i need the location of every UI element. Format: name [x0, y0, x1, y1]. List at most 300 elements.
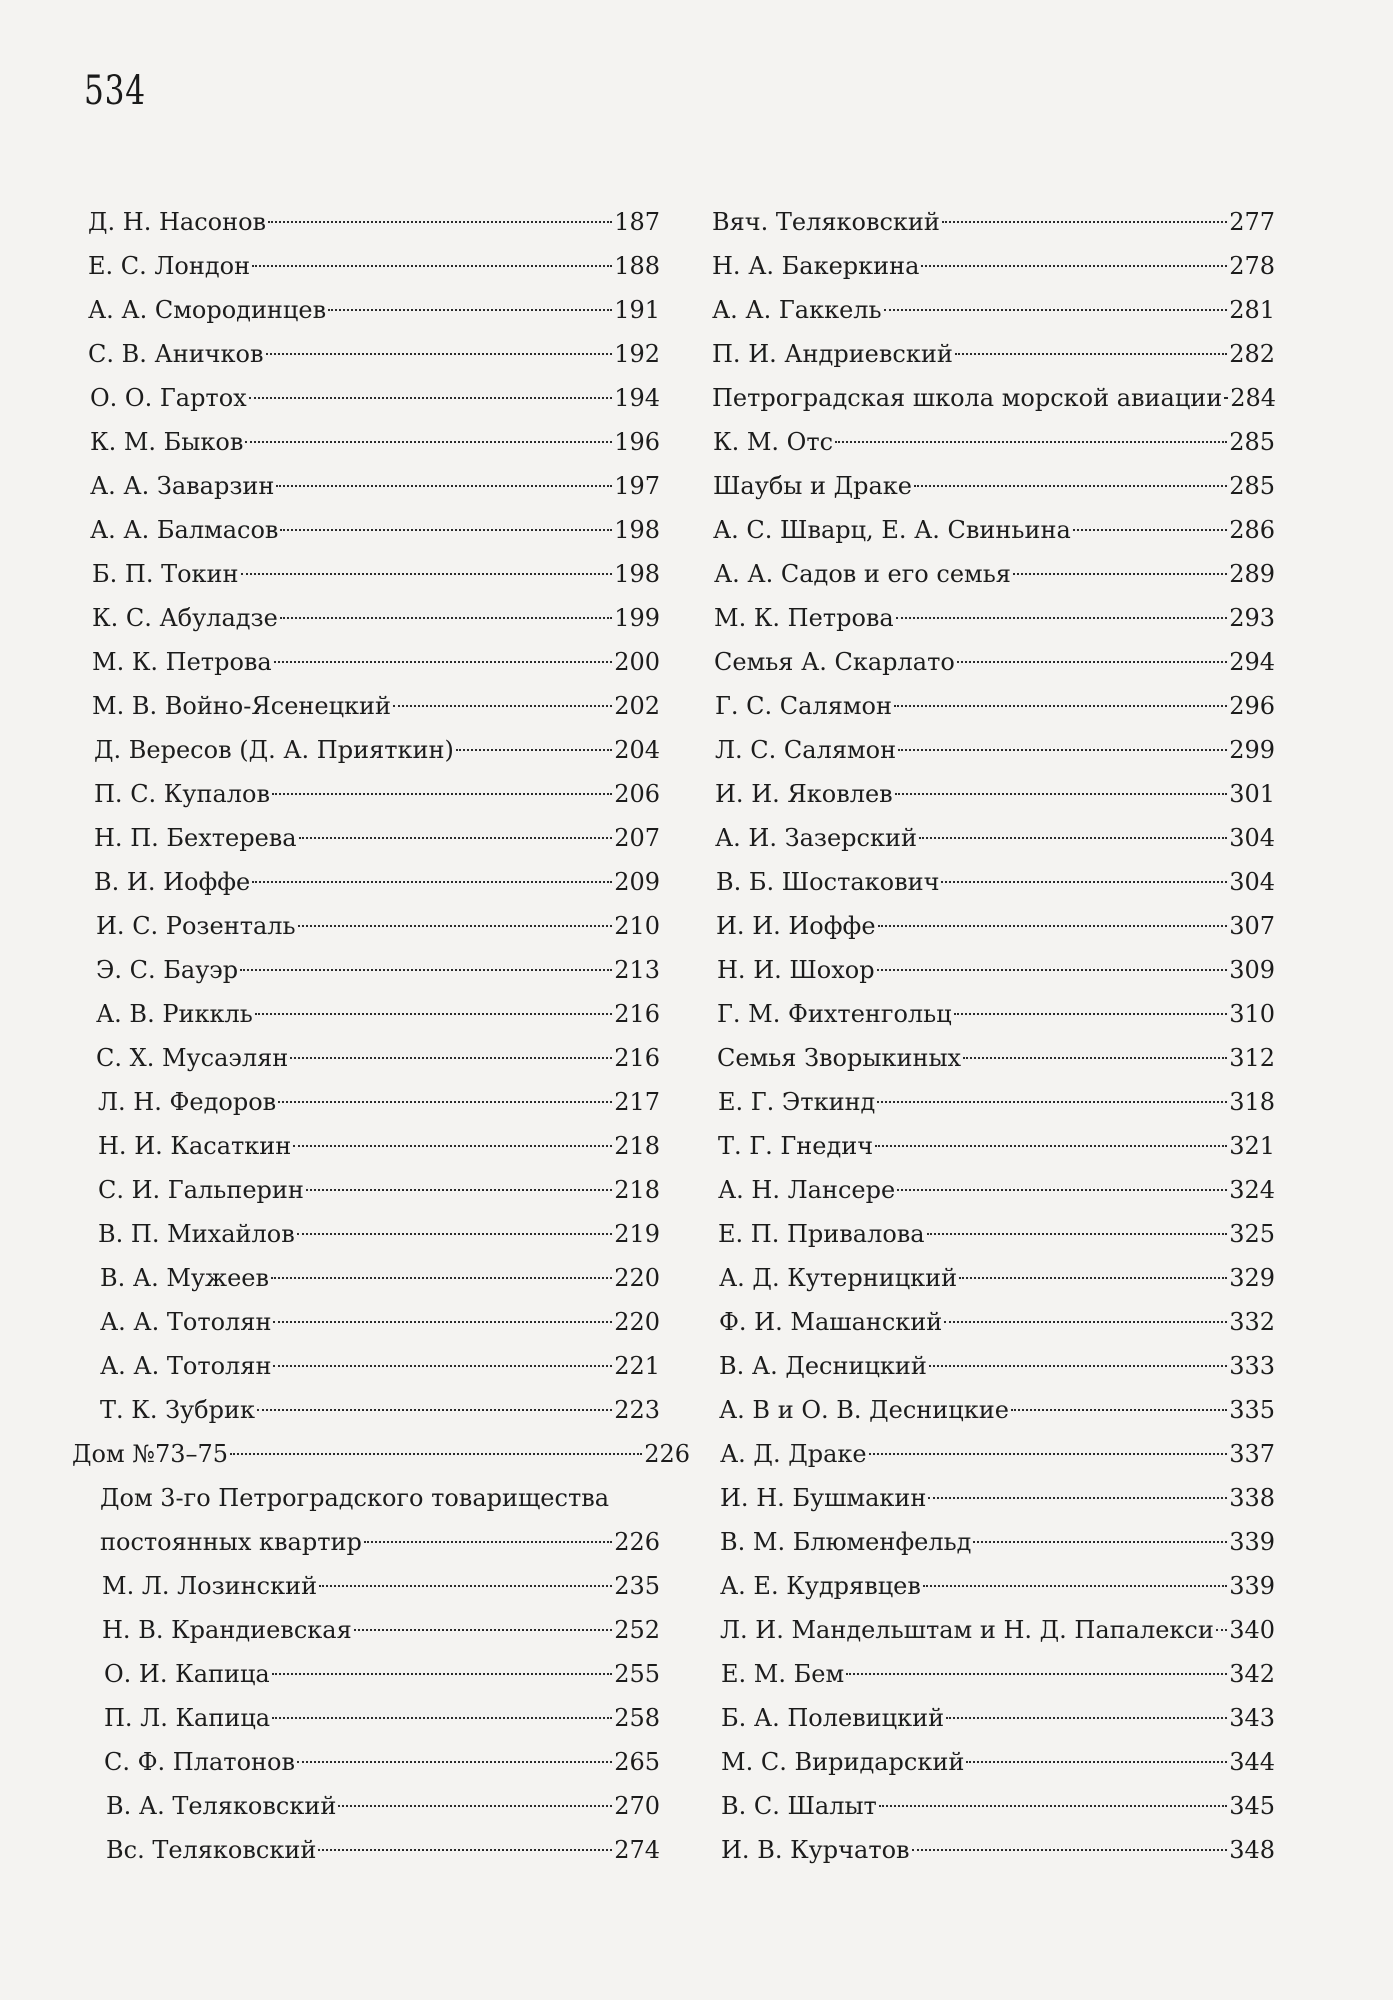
toc-entry — [715, 728, 1275, 772]
toc-entry-page: 220 — [614, 1264, 660, 1292]
toc-entry-title: К. М. Отс — [713, 428, 834, 456]
toc-entry — [88, 332, 660, 376]
toc-entry — [90, 376, 660, 420]
toc-entry-page: 332 — [1229, 1308, 1275, 1336]
toc-entry — [716, 860, 1275, 904]
toc-entry-title: О. И. Капица — [104, 1660, 270, 1688]
toc-entry-title: В. С. Шалыт — [721, 1792, 877, 1820]
toc-entry — [90, 464, 660, 508]
toc-entry-page: 220 — [614, 1308, 660, 1336]
toc-entry-page: 339 — [1229, 1572, 1275, 1600]
toc-entry — [100, 1344, 660, 1388]
toc-entry — [716, 904, 1275, 948]
toc-entry-page: 200 — [614, 648, 660, 676]
toc-entry — [94, 728, 660, 772]
toc-entry-title: В. А. Десницкий — [719, 1352, 927, 1380]
toc-entry-title: Вяч. Теляковский — [712, 208, 940, 236]
toc-entry — [713, 464, 1275, 508]
toc-entry-page: 282 — [1229, 340, 1275, 368]
toc-entry-title: М. Л. Лозинский — [102, 1572, 318, 1600]
toc-entry — [88, 200, 660, 244]
toc-entry-title: И. И. Иоффе — [716, 912, 876, 940]
dot-leader — [272, 793, 612, 795]
toc-entry-page: 309 — [1229, 956, 1275, 984]
toc-entry-title: Т. К. Зубрик — [100, 1396, 255, 1424]
toc-entry — [90, 420, 660, 464]
dot-leader — [456, 749, 612, 751]
toc-entry — [98, 1124, 660, 1168]
toc-entry-title: И. С. Розенталь — [96, 912, 296, 940]
dot-leader — [921, 265, 1227, 267]
toc-entry-page: 226 — [614, 1528, 660, 1556]
dot-leader — [299, 837, 613, 839]
dot-leader — [338, 1805, 612, 1807]
toc-entry-page: 191 — [614, 296, 660, 324]
toc-entry-title: Дом 3-го Петроградского товарищества — [100, 1484, 610, 1512]
toc-entry — [721, 1652, 1275, 1696]
dot-leader — [1224, 397, 1228, 399]
toc-entry-page: 304 — [1229, 868, 1275, 896]
toc-entry-page: 338 — [1229, 1484, 1275, 1512]
toc-entry — [104, 1696, 660, 1740]
toc-entry — [712, 288, 1275, 332]
dot-leader — [255, 1013, 612, 1015]
toc-entry-title: В. Б. Шостакович — [716, 868, 940, 896]
toc-entry-page: 285 — [1229, 428, 1275, 456]
toc-entry-title: Е. П. Привалова — [718, 1220, 925, 1248]
dot-leader — [293, 1145, 612, 1147]
toc-entry-title: М. К. Петрова — [714, 604, 894, 632]
toc-entry — [721, 1784, 1275, 1828]
dot-leader — [249, 397, 612, 399]
toc-entry — [100, 1520, 660, 1564]
toc-entry-page: 216 — [614, 1044, 660, 1072]
toc-entry-page: 265 — [614, 1748, 660, 1776]
dot-leader — [297, 1233, 612, 1235]
toc-entry — [719, 1344, 1275, 1388]
toc-entry-title: С. Х. Мусаэлян — [96, 1044, 289, 1072]
toc-entry-page: 329 — [1229, 1264, 1275, 1292]
dot-leader — [897, 1189, 1227, 1191]
toc-entry-page: 337 — [1229, 1440, 1275, 1468]
toc-entry-page: 258 — [614, 1704, 660, 1732]
toc-entry-page: 217 — [614, 1088, 660, 1116]
toc-entry-page: 202 — [614, 692, 660, 720]
dot-leader — [393, 705, 612, 707]
toc-entry-title: С. И. Гальперин — [98, 1176, 304, 1204]
toc-entry-page: 216 — [614, 1000, 660, 1028]
toc-entry — [92, 684, 660, 728]
toc-entry-title: Д. Вересов (Д. А. Прияткин) — [94, 736, 454, 764]
toc-entry-page: 218 — [614, 1132, 660, 1160]
toc-entry-title: Е. С. Лондон — [88, 252, 251, 280]
toc-entry-page: 278 — [1229, 252, 1275, 280]
toc-entry — [712, 332, 1275, 376]
dot-leader — [245, 441, 612, 443]
toc-entry-title: Н. В. Крандиевская — [102, 1616, 352, 1644]
dot-leader — [966, 1761, 1227, 1763]
toc-entry-title: И. И. Яковлев — [715, 780, 893, 808]
dot-leader — [306, 1189, 612, 1191]
dot-leader — [875, 1145, 1227, 1147]
toc-entry-title: Семья А. Скарлато — [714, 648, 955, 676]
toc-entry-page: 207 — [614, 824, 660, 852]
toc-entry-page: 199 — [614, 604, 660, 632]
toc-entry-page: 304 — [1229, 824, 1275, 852]
toc-entry — [100, 1388, 660, 1432]
toc-entry-title: П. Л. Капица — [104, 1704, 271, 1732]
toc-entry — [720, 1476, 1275, 1520]
toc-entry — [712, 244, 1275, 288]
dot-leader — [954, 1013, 1228, 1015]
toc-entry-title: Л. С. Салямон — [715, 736, 897, 764]
toc-entry — [714, 640, 1275, 684]
toc-entry-title: А. А. Садов и его семья — [714, 560, 1011, 588]
dot-leader — [1216, 1629, 1227, 1631]
dot-leader — [869, 1453, 1228, 1455]
toc-entry-page: 293 — [1229, 604, 1275, 632]
toc-entry-page: 206 — [614, 780, 660, 808]
dot-leader — [877, 1101, 1227, 1103]
toc-entry-title: К. М. Быков — [90, 428, 244, 456]
toc-entry — [712, 200, 1275, 244]
toc-entry — [719, 1256, 1275, 1300]
toc-entry-title: Шаубы и Драке — [713, 472, 913, 500]
toc-entry — [720, 1520, 1275, 1564]
toc-entry — [106, 1784, 660, 1828]
toc-entry-title: В. М. Блюменфельд — [720, 1528, 972, 1556]
toc-entry-title: А. А. Смородинцев — [88, 296, 327, 324]
toc-entry-title: Э. С. Бауэр — [96, 956, 239, 984]
page-number: 534 — [84, 68, 146, 114]
dot-leader — [241, 573, 613, 575]
dot-leader — [272, 1673, 612, 1675]
toc-entry-title: А. С. Шварц, Е. А. Свиньина — [713, 516, 1071, 544]
toc-entry-title: М. В. Войно-Ясенецкий — [92, 692, 392, 720]
toc-entry-page: 277 — [1229, 208, 1275, 236]
toc-entry-title: А. Е. Кудрявцев — [720, 1572, 921, 1600]
toc-entry-page: 196 — [614, 428, 660, 456]
toc-entry-page: 198 — [614, 516, 660, 544]
toc-entry — [721, 1828, 1275, 1872]
toc-entry — [100, 1476, 660, 1520]
dot-leader — [273, 1321, 612, 1323]
toc-entry-page: 198 — [614, 560, 660, 588]
dot-leader — [268, 221, 612, 223]
toc-entry — [720, 1564, 1275, 1608]
toc-entry — [713, 508, 1275, 552]
toc-entry-title: А. А. Балмасов — [90, 516, 279, 544]
dot-leader — [941, 881, 1227, 883]
toc-entry-title: Е. Г. Эткинд — [718, 1088, 876, 1116]
toc-entry-title: Н. И. Шохор — [717, 956, 875, 984]
dot-leader — [280, 617, 612, 619]
toc-entry-page: 270 — [614, 1792, 660, 1820]
toc-entry-page: 345 — [1229, 1792, 1275, 1820]
toc-entry — [98, 1212, 660, 1256]
toc-entry-page: 310 — [1229, 1000, 1275, 1028]
toc-entry-title: В. П. Михайлов — [98, 1220, 295, 1248]
toc-entry-title: Н. А. Бакеркина — [712, 252, 920, 280]
toc-entry-page: 286 — [1229, 516, 1275, 544]
toc-entry-title: А. В и О. В. Десницкие — [719, 1396, 1009, 1424]
toc-entry-page: 187 — [614, 208, 660, 236]
toc-entry — [102, 1564, 660, 1608]
toc-entry-page: 339 — [1229, 1528, 1275, 1556]
toc-entry — [719, 1300, 1275, 1344]
dot-leader — [914, 485, 1227, 487]
dot-leader — [364, 1541, 612, 1543]
toc-entry-title: И. Н. Бушмакин — [720, 1484, 927, 1512]
toc-entry-title: Л. Н. Федоров — [98, 1088, 277, 1116]
toc-entry-page: 281 — [1229, 296, 1275, 324]
toc-entry-page: 312 — [1229, 1044, 1275, 1072]
dot-leader — [266, 353, 613, 355]
toc-entry — [92, 596, 660, 640]
dot-leader — [846, 1673, 1227, 1675]
toc-right-column — [712, 200, 1277, 1872]
toc-entry-title: С. Ф. Платонов — [104, 1748, 295, 1776]
toc-entry — [90, 508, 660, 552]
dot-leader — [1011, 1409, 1227, 1411]
toc-entry-title: С. В. Аничков — [88, 340, 264, 368]
toc-entry-title: П. С. Купалов — [94, 780, 271, 808]
dot-leader — [959, 1277, 1227, 1279]
toc-entry-title: А. А. Гаккель — [712, 296, 882, 324]
dot-leader — [276, 485, 612, 487]
toc-entry-page: 235 — [614, 1572, 660, 1600]
toc-entry-page: 188 — [614, 252, 660, 280]
toc-entry — [715, 772, 1275, 816]
toc-entry — [92, 640, 660, 684]
toc-entry — [94, 772, 660, 816]
toc-entry-title: Н. И. Касаткин — [98, 1132, 292, 1160]
toc-entry — [718, 1168, 1275, 1212]
toc-entry-page: 274 — [614, 1836, 660, 1864]
dot-leader — [328, 309, 612, 311]
dot-leader — [230, 1453, 642, 1455]
toc-entry-title: Семья Зворыкиных — [717, 1044, 962, 1072]
toc-entry — [721, 1696, 1275, 1740]
dot-leader — [298, 925, 613, 927]
toc-entry-page: 213 — [614, 956, 660, 984]
dot-leader — [257, 1409, 612, 1411]
toc-entry-page: 252 — [614, 1616, 660, 1644]
toc-entry-page: 204 — [614, 736, 660, 764]
toc-entry-page: 223 — [614, 1396, 660, 1424]
toc-entry — [96, 904, 660, 948]
dot-leader — [944, 1321, 1227, 1323]
toc-entry-page: 255 — [614, 1660, 660, 1688]
toc-entry — [718, 1212, 1275, 1256]
toc-entry — [715, 816, 1275, 860]
dot-leader — [318, 1849, 612, 1851]
dot-leader — [354, 1629, 612, 1631]
toc-entry — [88, 244, 660, 288]
toc-entry — [104, 1740, 660, 1784]
toc-entry-title: А. А. Заварзин — [90, 472, 275, 500]
toc-entry-page: 284 — [1230, 384, 1277, 412]
toc-entry-page: 219 — [614, 1220, 660, 1248]
toc-entry-title: Ф. И. Машанский — [719, 1308, 943, 1336]
dot-leader — [240, 969, 612, 971]
toc-entry-title: М. С. Виридарский — [721, 1748, 965, 1776]
toc-entry-title: А. Д. Драке — [720, 1440, 867, 1468]
toc-entry — [718, 1080, 1275, 1124]
toc-entry-page: 301 — [1229, 780, 1275, 808]
toc-entry — [100, 1256, 660, 1300]
toc-entry — [96, 1036, 660, 1080]
dot-leader — [973, 1541, 1227, 1543]
toc-entry-page: 218 — [614, 1176, 660, 1204]
dot-leader — [297, 1761, 612, 1763]
toc-entry-title: Г. С. Салямон — [715, 692, 892, 720]
dot-leader — [278, 1101, 612, 1103]
toc-entry-title: К. С. Абуладзе — [92, 604, 278, 632]
toc-entry-page: 194 — [614, 384, 660, 412]
toc-entry — [720, 1432, 1275, 1476]
toc-entry-title: В. И. Иоффе — [94, 868, 251, 896]
toc-entry-title: А. А. Тотолян — [100, 1308, 272, 1336]
dot-leader — [963, 1057, 1227, 1059]
toc-entry-title: Л. И. Мандельштам и Н. Д. Папалекси — [720, 1616, 1214, 1644]
toc-entry — [96, 948, 660, 992]
dot-leader — [884, 309, 1228, 311]
toc-entry-page: 299 — [1229, 736, 1275, 764]
dot-leader — [290, 1057, 612, 1059]
toc-entry-title: Петроградская школа морской авиации — [712, 384, 1223, 412]
toc-entry — [712, 376, 1275, 420]
dot-leader — [895, 793, 1228, 795]
toc-entry — [717, 948, 1275, 992]
toc-entry-page: 210 — [614, 912, 660, 940]
toc-entry-page: 197 — [614, 472, 660, 500]
dot-leader — [1073, 529, 1227, 531]
dot-leader — [877, 969, 1228, 971]
toc-entry — [718, 1124, 1275, 1168]
toc-entry-page: 342 — [1229, 1660, 1275, 1688]
dot-leader — [835, 441, 1227, 443]
dot-leader — [923, 1585, 1227, 1587]
toc-entry-title: Е. М. Бем — [721, 1660, 845, 1688]
toc-entry-title: Б. П. Токин — [92, 560, 239, 588]
dot-leader — [273, 1365, 612, 1367]
dot-leader — [929, 1365, 1227, 1367]
toc-entry — [717, 992, 1275, 1036]
dot-leader — [319, 1585, 612, 1587]
toc-entry-page: 340 — [1229, 1616, 1275, 1644]
toc-entry-title: Д. Н. Насонов — [88, 208, 267, 236]
toc-entry — [714, 552, 1275, 596]
toc-entry-page: 324 — [1229, 1176, 1275, 1204]
toc-entry-title: М. К. Петрова — [92, 648, 272, 676]
toc-entry-title: А. Н. Лансере — [718, 1176, 896, 1204]
toc-entry-title: Т. Г. Гнедич — [718, 1132, 874, 1160]
dot-leader — [1013, 573, 1227, 575]
dot-leader — [894, 705, 1227, 707]
toc-entry-title: Вс. Теляковский — [106, 1836, 317, 1864]
toc-entry-title: А. А. Тотолян — [100, 1352, 272, 1380]
toc-entry-title: А. И. Зазерский — [715, 824, 917, 852]
dot-leader — [957, 661, 1227, 663]
toc-entry-page: 226 — [644, 1440, 690, 1468]
toc-entry — [94, 816, 660, 860]
toc-entry-page: 285 — [1229, 472, 1275, 500]
toc-entry — [719, 1388, 1275, 1432]
toc-entry-page: 209 — [614, 868, 660, 896]
toc-entry-title: Б. А. Полевицкий — [721, 1704, 945, 1732]
dot-leader — [919, 837, 1227, 839]
toc-entry-page: 221 — [614, 1352, 660, 1380]
toc-entry-title: И. В. Курчатов — [721, 1836, 910, 1864]
toc-entry-page: 321 — [1229, 1132, 1275, 1160]
toc-entry-title: А. Д. Кутерницкий — [719, 1264, 958, 1292]
dot-leader — [274, 661, 612, 663]
toc-entry-page: 307 — [1229, 912, 1275, 940]
toc-entry — [713, 420, 1275, 464]
dot-leader — [280, 529, 612, 531]
toc-entry — [715, 684, 1275, 728]
toc-entry — [72, 1432, 690, 1476]
dot-leader — [912, 1849, 1228, 1851]
toc-entry — [100, 1300, 660, 1344]
dot-leader — [252, 265, 612, 267]
toc-entry-title: Г. М. Фихтенгольц — [717, 1000, 952, 1028]
toc-entry-title: А. В. Риккль — [96, 1000, 253, 1028]
dot-leader — [942, 221, 1227, 223]
toc-entry-page: 318 — [1229, 1088, 1275, 1116]
toc-entry-page: 333 — [1229, 1352, 1275, 1380]
toc-entry — [714, 596, 1275, 640]
toc-entry-page: 192 — [614, 340, 660, 368]
toc-entry-page: 335 — [1229, 1396, 1275, 1424]
toc-entry — [94, 860, 660, 904]
toc-entry-title: Н. П. Бехтерева — [94, 824, 297, 852]
toc-entry — [106, 1828, 660, 1872]
toc-entry-page: 325 — [1229, 1220, 1275, 1248]
toc-entry-page: 294 — [1229, 648, 1275, 676]
dot-leader — [898, 749, 1227, 751]
dot-leader — [878, 925, 1228, 927]
toc-entry-page: 344 — [1229, 1748, 1275, 1776]
toc-entry-title: Дом №73–75 — [72, 1440, 229, 1468]
toc-entry-title: постоянных квартир — [100, 1528, 362, 1556]
dot-leader — [927, 1233, 1228, 1235]
dot-leader — [955, 353, 1227, 355]
toc-entry-title: О. О. Гартох — [90, 384, 247, 412]
toc-entry — [98, 1168, 660, 1212]
toc-entry — [88, 288, 660, 332]
toc-entry — [720, 1608, 1275, 1652]
toc-entry-page: 343 — [1229, 1704, 1275, 1732]
toc-entry — [102, 1608, 660, 1652]
toc-entry-title: В. А. Мужеев — [100, 1264, 270, 1292]
toc-left-column — [72, 200, 690, 1872]
toc-entry-title: В. А. Теляковский — [106, 1792, 337, 1820]
toc-entry-title: П. И. Андриевский — [712, 340, 953, 368]
dot-leader — [272, 1717, 612, 1719]
dot-leader — [252, 881, 612, 883]
toc-entry — [98, 1080, 660, 1124]
dot-leader — [271, 1277, 612, 1279]
toc-entry-page: 348 — [1229, 1836, 1275, 1864]
toc-entry-page: 296 — [1229, 692, 1275, 720]
dot-leader — [928, 1497, 1227, 1499]
toc-entry-page: 289 — [1229, 560, 1275, 588]
dot-leader — [896, 617, 1227, 619]
toc-entry — [96, 992, 660, 1036]
toc-entry — [92, 552, 660, 596]
